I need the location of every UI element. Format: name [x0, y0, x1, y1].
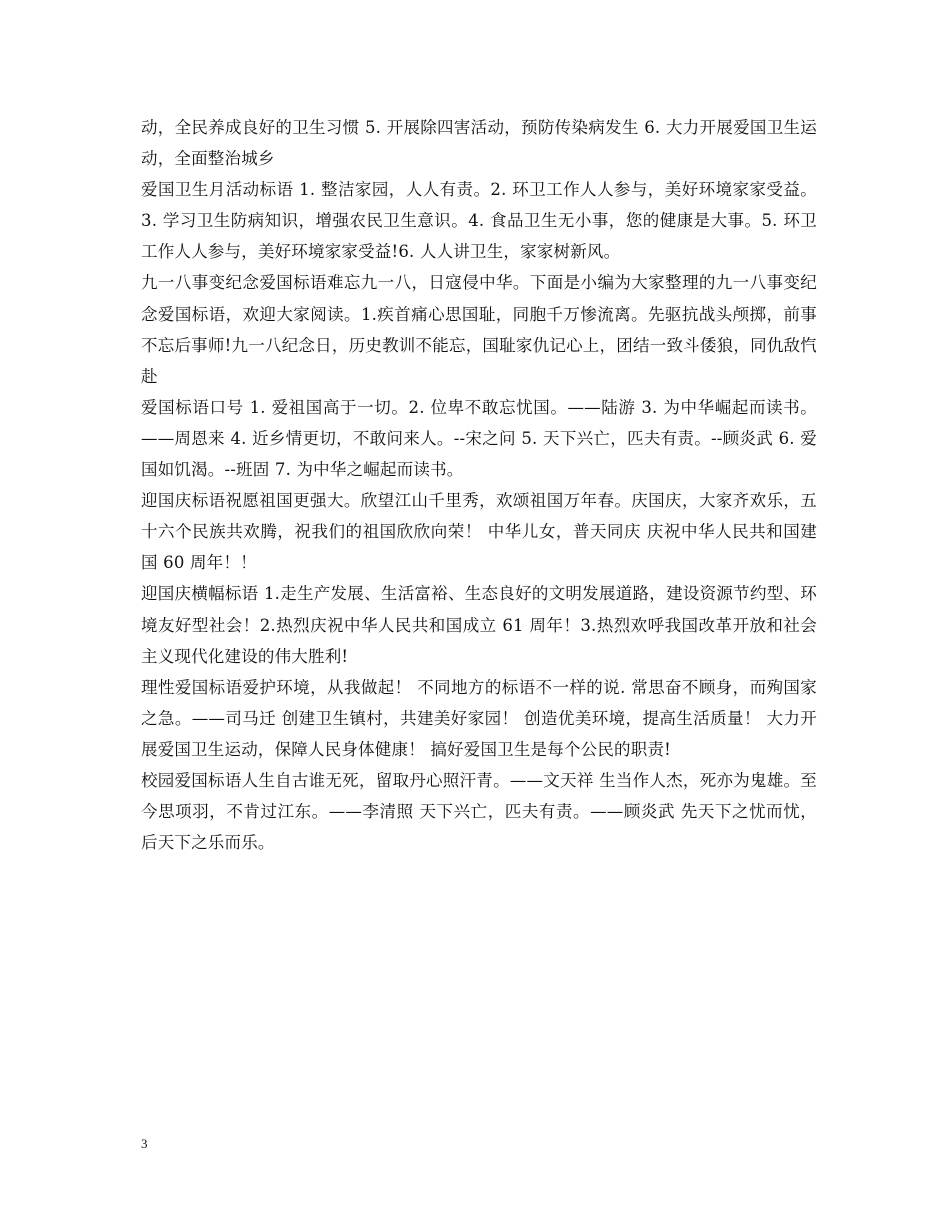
paragraph-rational-patriotic-slogans: 理性爱国标语爱护环境，从我做起！ 不同地方的标语不一样的说. 常思奋不顾身，而殉国家之急。——司马迁 创建卫生镇村，共建美好家园！ 创造优美环境，提高生活质量！ 大力开展爱国卫生运动，保障人民身体健康！ 搞好爱国卫生是每个公民的职责! — [141, 677, 817, 759]
paragraph-hygiene-month-slogans: 爱国卫生月活动标语 1. 整洁家园，人人有责。2. 环卫工作人人参与，美好环境家家受益。3. 学习卫生防病知识，增强农民卫生意识。4. 食品卫生无小事，您的健康是大事。5. 环卫工作人人参与，美好环境家家受益!6. 人人讲卫生，家家树新风。 — [141, 180, 817, 262]
paragraph-patriotic-slogans: 爱国标语口号 1. 爱祖国高于一切。2. 位卑不敢忘忧国。——陆游 3. 为中华崛起而读书。——周恩来 4. 近乡情更切，不敢问来人。--宋之问 5. 天下兴亡，匹夫有责。--顾炎武 6. 爱国如饥渴。--班固 7. 为中华之崛起而读书。 — [141, 397, 817, 480]
paragraph-national-day-slogans: 迎国庆标语祝愿祖国更强大。欣望江山千里秀，欢颂祖国万年春。庆国庆，大家齐欢乐，五十六个民族共欢腾，祝我们的祖国欣欣向荣！ 中华儿女，普天同庆 庆祝中华人民共和国建国 60 周年！！ — [141, 491, 817, 573]
document-body — [141, 112, 817, 858]
paragraph-918-slogans: 九一八事变纪念爱国标语难忘九一八，日寇侵中华。下面是小编为大家整理的九一八事变纪念爱国标语，欢迎大家阅读。1.疾首痛心思国耻，同胞千万惨流离。先驱抗战头颅掷，前事不忘后事师!九一八纪念日，历史教训不能忘，国耻家仇记心上，团结一致斗倭狼，同仇敌忾赴 — [141, 273, 817, 386]
paragraph-national-day-banner-slogans: 迎国庆横幅标语 1.走生产发展、生活富裕、生态良好的文明发展道路，建设资源节约型、环境友好型社会！2.热烈庆祝中华人民共和国成立 61 周年！3.热烈欢呼我国改革开放和社会主义现代化建设的伟大胜利! — [141, 584, 817, 666]
paragraph-hygiene-continued: 动，全民养成良好的卫生习惯 5. 开展除四害活动，预防传染病发生 6. 大力开展爱国卫生运动，全面整治城乡 — [141, 118, 817, 169]
paragraph-campus-patriotic-slogans: 校园爱国标语人生自古谁无死，留取丹心照汗青。——文天祥 生当作人杰，死亦为鬼雄。至今思项羽，不肯过江东。——李清照 天下兴亡，匹夫有责。——顾炎武 先天下之忧而忧，后天下之乐而乐。 — [141, 770, 817, 853]
page-number: 3 — [141, 1136, 148, 1151]
